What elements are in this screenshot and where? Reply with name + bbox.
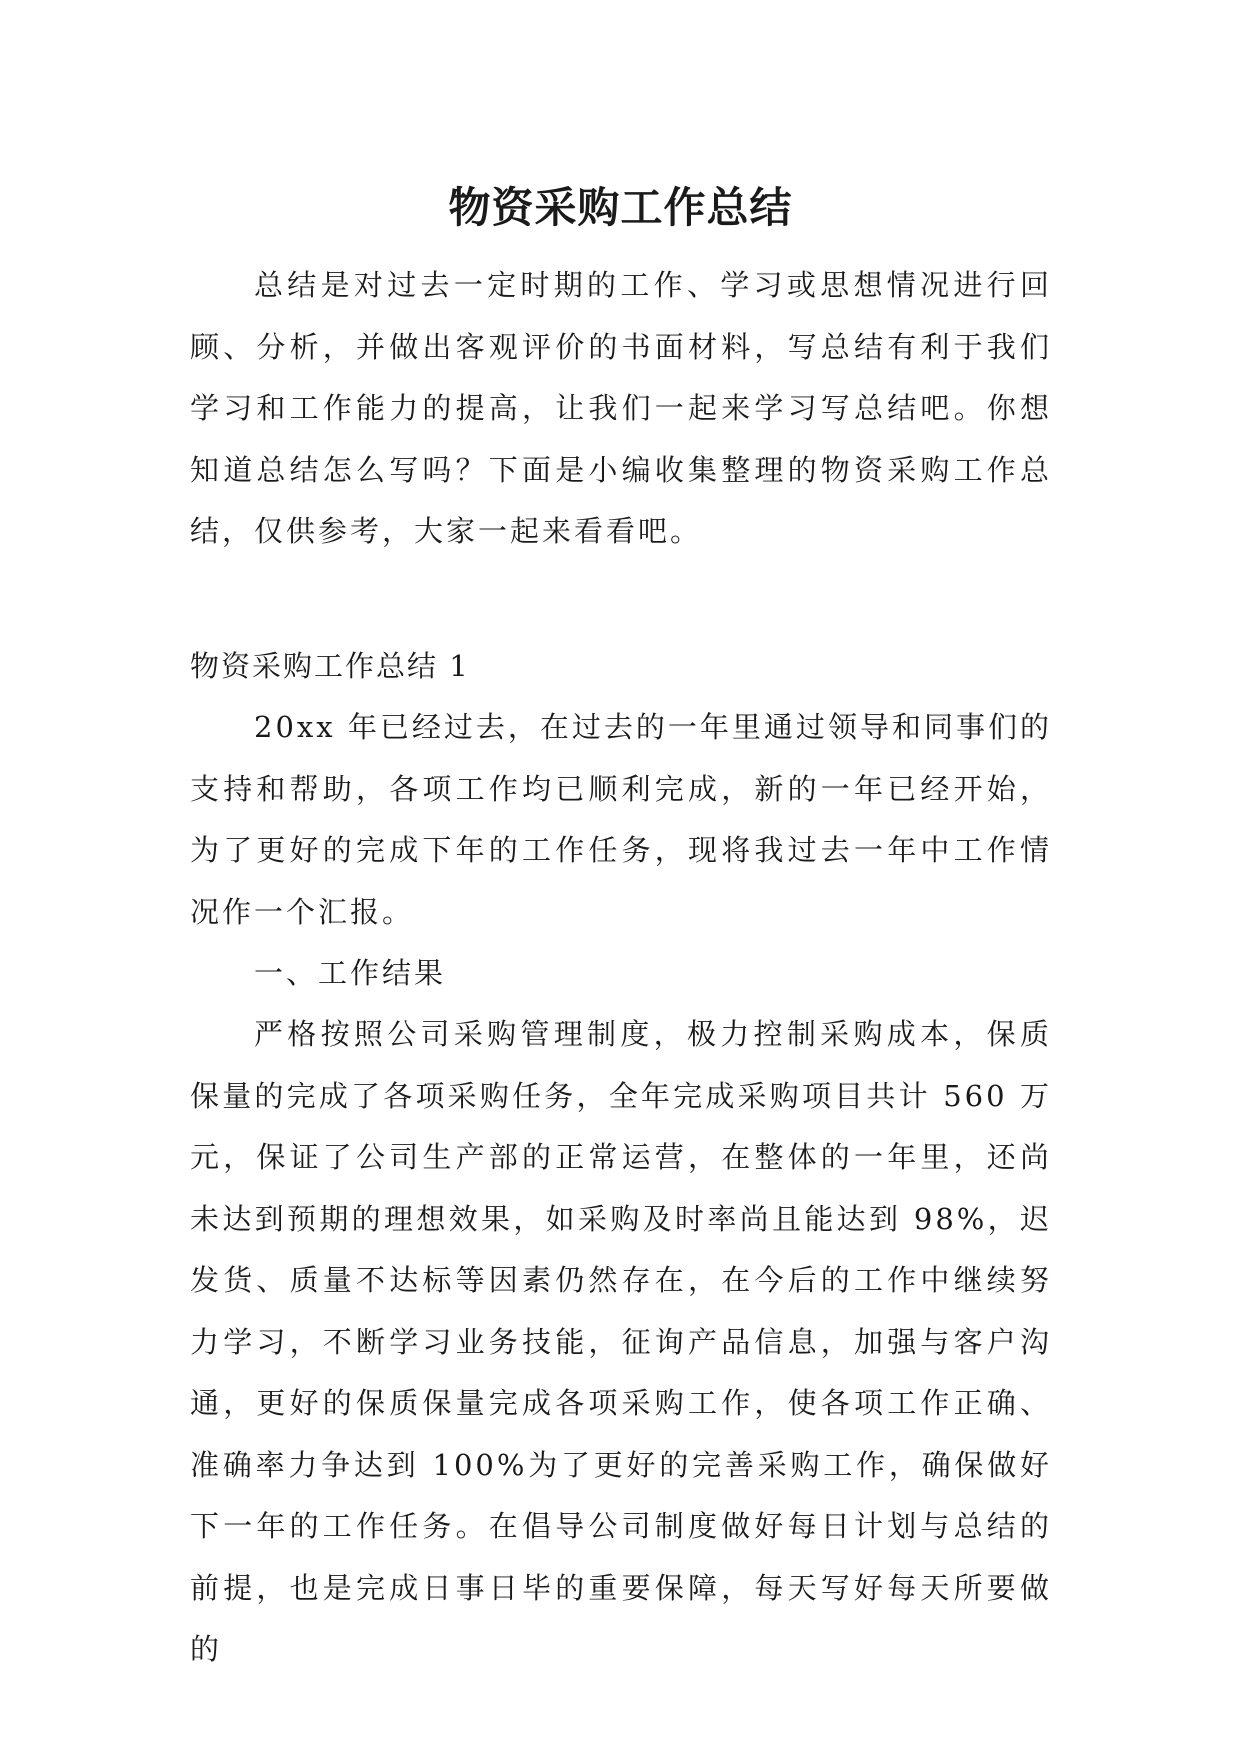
body-paragraph-1: 20xx 年已经过去，在过去的一年里通过领导和同事们的支持和帮助，各项工作均已顺利完成，新的一年已经开始，为了更好的完成下年的工作任务，现将我过去一年中工作情况作一个汇报。 <box>190 710 1052 929</box>
section-heading: 物资采购工作总结 1 <box>190 649 470 683</box>
subheading-work-results: 一、工作结果 <box>254 956 447 990</box>
document-title: 物资采购工作总结 <box>448 183 793 233</box>
intro-paragraph: 总结是对过去一定时期的工作、学习或思想情况进行回顾、分析，并做出客观评价的书面材料，写总结有利于我们学习和工作能力的提高，让我们一起来学习写总结吧。你想知道总结怎么写吗？下面是小编收集整理的物资采购工作总结，仅供参考，大家一起来看看吧。 <box>190 268 1052 548</box>
body-paragraph-2: 严格按照公司采购管理制度，极力控制采购成本，保质保量的完成了各项采购任务，全年完成采购项目共计 560 万元，保证了公司生产部的正常运营，在整体的一年里，还尚未达到预期的理想效果，如采购及时率尚且能达到 98%，迟发货、质量不达标等因素仍然存在，在今后的工作中继续努力学习，不断学习业务技能，征询产品信息，加强与客户沟通，更好的保质保量完成各项采购工作，使各项工作正确、准确率力争达到 100%为了更好的完善采购工作，确保做好下一年的工作任务。在倡导公司制度做好每日计划与总结的前提，也是完成日事日毕的重要保障，每天写好每天所要做的 <box>190 1017 1052 1666</box>
